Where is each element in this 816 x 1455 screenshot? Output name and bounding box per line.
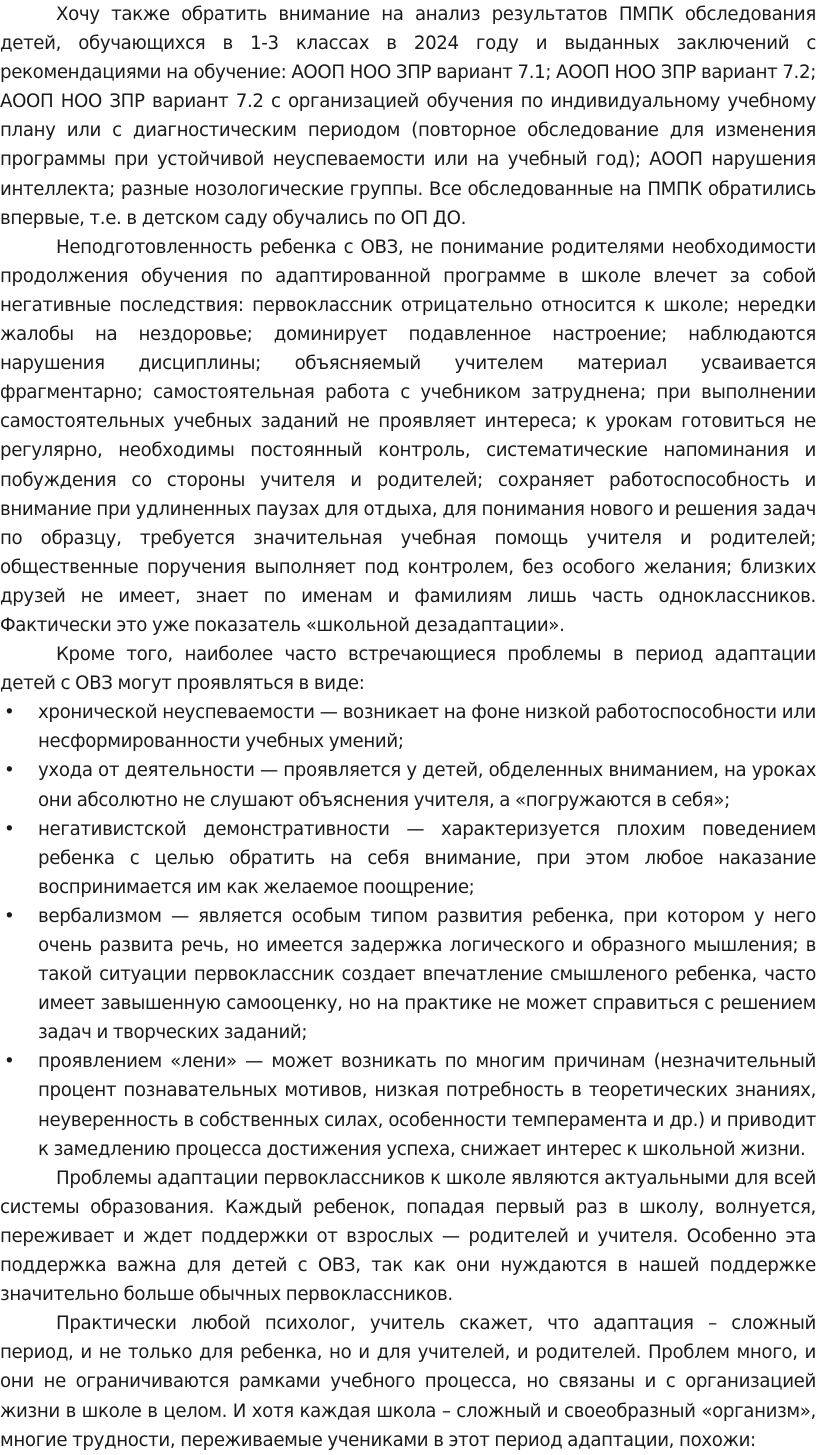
paragraph-unpreparedness: Неподготовленность ребенка с ОВЗ, не понимание родителями необходимости продолжения обучения по адаптированной программе в школе влечет за собой негативные последствия: первоклассник отрицательно относится к школе; нередки жалобы на нездоровье; доминирует подавленное настроение; наблюдаются нарушения дисциплины; объясняемый учителем материал усваивается фрагментарно; самостоятельная работа с учебником затруднена; при выполнении самостоятельных учебных заданий не проявляет интереса; к урокам готовиться не регулярно, необходимы постоянный контроль, систематические напоминания и побуждения со стороны учителя и родителей; сохраняет работоспособность и внимание при удлиненных паузах для отдыха, для понимания нового и решения задач по образцу, требуется значительная учебная помощь учителя и родителей; общественные поручения выполняет под контролем, без особого желания; близких друзей не имеет, знает по именам и фамилиям лишь часть одноклассников. Фактически это уже показатель «школьной дезадаптации».	[0, 236, 816, 636]
bullet-icon: •	[4, 760, 15, 782]
paragraph-psychologist-view: Практически любой психолог, учитель скажет, что адаптация – сложный период, и не только для ребенка, но и для учителей, и родителей. Проблем много, и они не ограничиваются рамками учебного процесса, но связаны и с организацией жизни в школе в целом. И хотя каждая школа – сложный и своеобразный «организм», многие трудности, переживаемые учениками в этот период адаптации, похожи:	[0, 1313, 816, 1451]
bullet-icon: •	[4, 905, 15, 927]
list-item	[0, 698, 816, 756]
list-item-text: хронической неуспеваемости — возникает на фоне низкой работоспособности или несформированности учебных умений;	[38, 702, 816, 753]
list-item	[0, 902, 816, 1047]
list-item-text: проявлением «лени» — может возникать по многим причинам (незначительный процент познавательных мотивов, низкая потребность в теоретических знаниях, неуверенность в собственных силах, особенности темперамента и др.) и приводит к замедлению процесса достижения успеха, снижает интерес к школьной жизни.	[38, 1051, 816, 1160]
list-item-text: негативистской демонстративности — характеризуется плохим поведением ребенка с целью обратить на себя внимание, при этом любое наказание воспринимается им как желаемое поощрение;	[38, 818, 816, 898]
problems-list	[0, 698, 816, 1164]
paragraph-pmpk-analysis: Хочу также обратить внимание на анализ результатов ПМПК обследования детей, обучающихся в 1-3 классах в 2024 году и выданных заключений с рекомендациями на обучение: АООП НОО ЗПР вариант 7.1; АООП НОО ЗПР вариант 7.2; АООП НОО ЗПР вариант 7.2 с организацией обучения по индивидуальному учебному плану или с диагностическим периодом (повторное обследование для изменения программы при устойчивой неуспеваемости или на учебный год); АООП нарушения интеллекта; разные нозологические группы. Все обследованные на ПМПК обратились впервые, т.е. в детском саду обучались по ОП ДО.	[0, 4, 816, 229]
bullet-icon: •	[4, 1051, 15, 1073]
list-item	[0, 815, 816, 902]
paragraph-problems-intro: Кроме того, наиболее часто встречающиеся проблемы в период адаптации детей с ОВЗ могут проявляться в виде:	[0, 644, 816, 695]
list-item	[0, 756, 816, 814]
bullet-icon: •	[4, 818, 15, 840]
list-item	[0, 1047, 816, 1163]
list-item-text: ухода от деятельности — проявляется у детей, обделенных вниманием, на уроках они абсолютно не слушают объяснения учителя, а «погружаются в себя»;	[38, 760, 816, 811]
paragraph-adaptation-problems: Проблемы адаптации первоклассников к школе являются актуальными для всей системы образования. Каждый ребенок, попадая первый раз в школу, волнуется, переживает и ждет поддержки от взрослых — родителей и учителя. Особенно эта поддержка важна для детей с ОВЗ, так как они нуждаются в нашей поддержке значительно больше обычных первоклассников.	[0, 1167, 816, 1306]
list-item-text: вербализмом — является особым типом развития ребенка, при котором у него очень развита речь, но имеется задержка логического и образного мышления; в такой ситуации первоклассник создает впечатление смышленого ребенка, часто имеет завышенную самооценку, но на практике не может справиться с решением задач и творческих заданий;	[38, 905, 816, 1044]
bullet-icon: •	[4, 702, 15, 724]
